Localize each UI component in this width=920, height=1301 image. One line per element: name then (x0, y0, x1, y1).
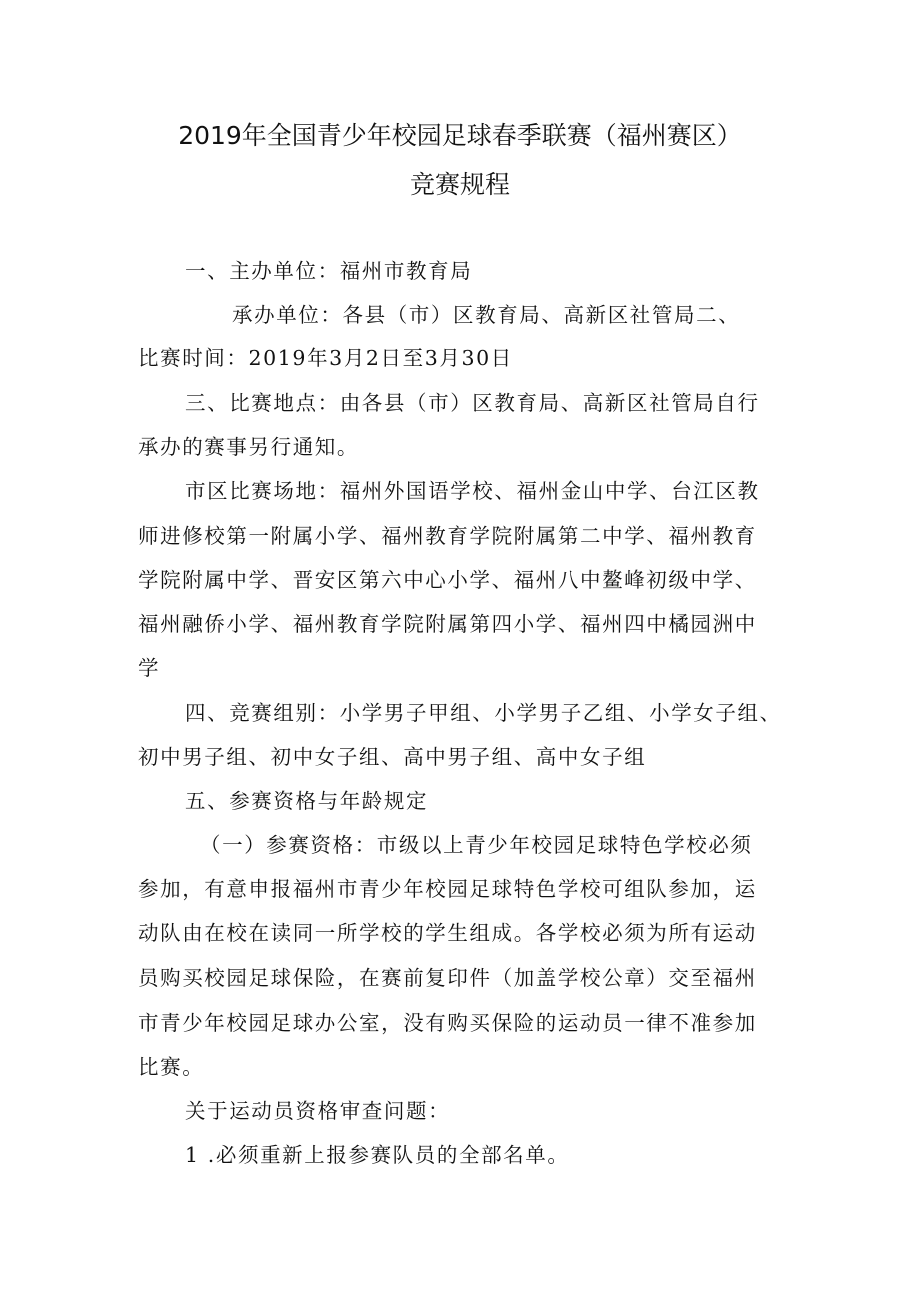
eligibility-heading: 五、参赛资格与年龄规定 (185, 789, 429, 813)
urban-venues-line-4: 福州融侨小学、福州教育学院附属第四小学、福州四中橘园洲中 (138, 612, 757, 636)
urban-venues-line-2: 师进修校第一附属小学、福州教育学院附属第二中学、福州教育 (138, 524, 757, 548)
document-title: 2019年全国青少年校园足球春季联赛（福州赛区） (178, 121, 742, 150)
eligibility-line-5: 市青少年校园足球办公室，没有购买保险的运动员一律不准参加 (138, 1011, 757, 1035)
urban-venues-line-5: 学 (138, 656, 161, 680)
eligibility-line-2: 参加，有意申报福州市青少年校园足球特色学校可组队参加，运 (138, 877, 757, 901)
venue-line-2: 承办的赛事另行通知。 (138, 435, 359, 459)
eligibility-line-1: （一）参赛资格：市级以上青少年校园足球特色学校必须 (200, 833, 753, 857)
qualification-review-heading: 关于运动员资格审查问题： (185, 1099, 451, 1123)
urban-venues-line-1: 市区比赛场地：福州外国语学校、福州金山中学、台江区教 (185, 479, 760, 503)
qualification-review-item-1: 1 .必须重新上报参赛队员的全部名单。 (185, 1143, 570, 1167)
eligibility-line-4: 员购买校园足球保险，在赛前复印件（加盖学校公章）交至福州 (138, 966, 757, 990)
venue-line-1: 三、比赛地点：由各县（市）区教育局、高新区社管局自行 (185, 391, 760, 415)
match-time-line: 比赛时间：2019年3月2日至3月30日 (138, 346, 513, 370)
document-subtitle: 竞赛规程 (409, 170, 510, 199)
groups-line-2: 初中男子组、初中女子组、高中男子组、高中女子组 (138, 745, 647, 769)
organizer-line: 一、主办单位：福州市教育局 (185, 259, 473, 283)
groups-line-1: 四、竞赛组别：小学男子甲组、小学男子乙组、小学女子组、 (185, 701, 782, 725)
eligibility-line-3: 动队由在校在读同一所学校的学生组成。各学校必须为所有运动 (138, 921, 757, 945)
eligibility-line-6: 比赛。 (138, 1055, 205, 1079)
co-organizer-line: 承办单位：各县（市）区教育局、高新区社管局二、 (232, 303, 741, 327)
urban-venues-line-3: 学院附属中学、晋安区第六中心小学、福州八中鳌峰初级中学、 (138, 568, 757, 592)
